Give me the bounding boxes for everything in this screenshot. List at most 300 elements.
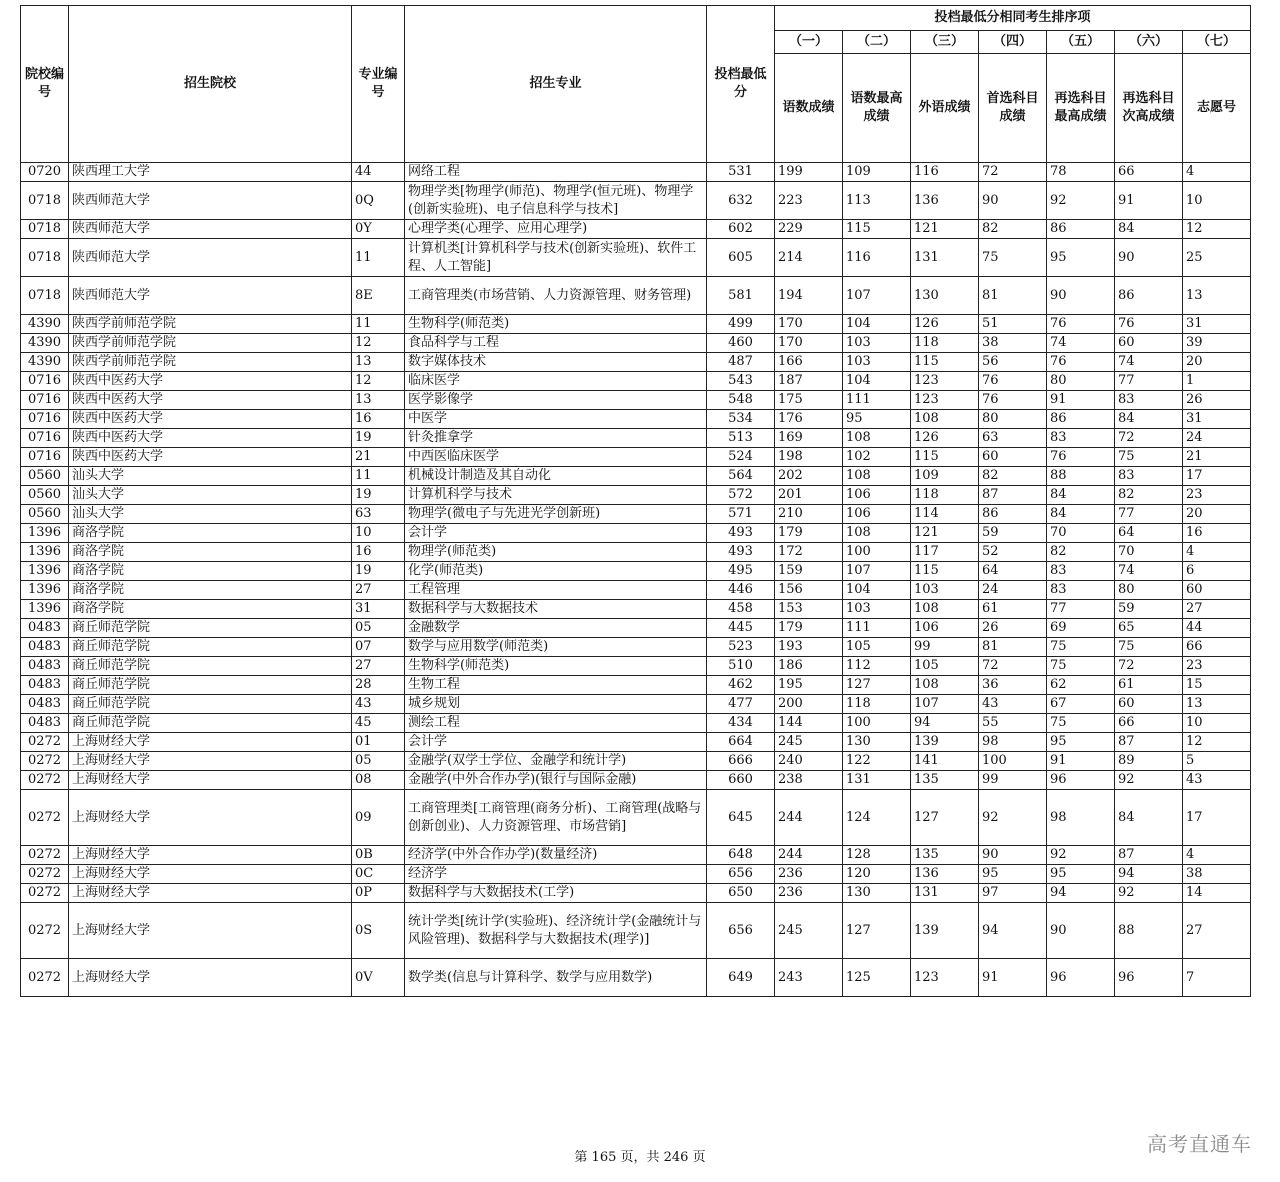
score-6: 59 xyxy=(1115,600,1183,619)
header-tie-item: 首选科目成绩 xyxy=(979,54,1047,163)
table-body xyxy=(21,163,1251,997)
score-4: 98 xyxy=(979,733,1047,752)
score-5: 95 xyxy=(1047,239,1115,277)
score-4: 24 xyxy=(979,581,1047,600)
min-score: 523 xyxy=(707,638,775,657)
score-6: 82 xyxy=(1115,486,1183,505)
min-score: 632 xyxy=(707,182,775,220)
score-4: 94 xyxy=(979,903,1047,959)
major-code: 44 xyxy=(352,163,405,182)
score-4: 81 xyxy=(979,277,1047,315)
score-2: 112 xyxy=(843,657,911,676)
header-tie-item: 再选科目最高成绩 xyxy=(1047,54,1115,163)
score-1: 172 xyxy=(775,543,843,562)
score-6: 84 xyxy=(1115,220,1183,239)
score-3: 115 xyxy=(911,448,979,467)
major-code: 05 xyxy=(352,619,405,638)
score-7: 17 xyxy=(1183,790,1251,846)
min-score: 510 xyxy=(707,657,775,676)
watermark: 高考直通车 xyxy=(1147,1132,1252,1156)
score-4: 82 xyxy=(979,220,1047,239)
score-2: 103 xyxy=(843,334,911,353)
table-row xyxy=(21,486,1251,505)
major-code: 21 xyxy=(352,448,405,467)
score-7: 43 xyxy=(1183,771,1251,790)
major-name: 中医学 xyxy=(405,410,707,429)
school-name: 陕西中医药大学 xyxy=(69,372,352,391)
min-score: 493 xyxy=(707,543,775,562)
major-name: 工商管理类(市场营销、人力资源管理、财务管理) xyxy=(405,277,707,315)
header-tie-item: 再选科目次高成绩 xyxy=(1115,54,1183,163)
score-5: 95 xyxy=(1047,733,1115,752)
score-4: 59 xyxy=(979,524,1047,543)
score-2: 107 xyxy=(843,277,911,315)
score-2: 106 xyxy=(843,505,911,524)
score-1: 193 xyxy=(775,638,843,657)
min-score: 458 xyxy=(707,600,775,619)
major-code: 05 xyxy=(352,752,405,771)
min-score: 446 xyxy=(707,581,775,600)
major-name: 工商管理类[工商管理(商务分析)、工商管理(战略与创新创业)、人力资源管理、市场营销] xyxy=(405,790,707,846)
score-6: 94 xyxy=(1115,865,1183,884)
min-score: 571 xyxy=(707,505,775,524)
school-code: 4390 xyxy=(21,315,69,334)
score-1: 170 xyxy=(775,315,843,334)
school-code: 0718 xyxy=(21,277,69,315)
score-4: 52 xyxy=(979,543,1047,562)
major-name: 机械设计制造及其自动化 xyxy=(405,467,707,486)
score-4: 72 xyxy=(979,163,1047,182)
school-name: 陕西理工大学 xyxy=(69,163,352,182)
school-name: 商丘师范学院 xyxy=(69,657,352,676)
score-2: 127 xyxy=(843,903,911,959)
score-2: 102 xyxy=(843,448,911,467)
major-name: 会计学 xyxy=(405,733,707,752)
score-7: 66 xyxy=(1183,638,1251,657)
score-3: 121 xyxy=(911,524,979,543)
score-5: 96 xyxy=(1047,959,1115,997)
score-3: 141 xyxy=(911,752,979,771)
school-code: 0560 xyxy=(21,467,69,486)
score-2: 131 xyxy=(843,771,911,790)
school-name: 陕西师范大学 xyxy=(69,182,352,220)
school-name: 陕西中医药大学 xyxy=(69,448,352,467)
score-5: 83 xyxy=(1047,581,1115,600)
major-code: 0P xyxy=(352,884,405,903)
score-4: 97 xyxy=(979,884,1047,903)
table-row xyxy=(21,315,1251,334)
min-score: 462 xyxy=(707,676,775,695)
major-name: 数据科学与大数据技术(工学) xyxy=(405,884,707,903)
major-name: 金融学(中外合作办学)(银行与国际金融) xyxy=(405,771,707,790)
score-7: 20 xyxy=(1183,353,1251,372)
school-code: 0716 xyxy=(21,410,69,429)
table-row xyxy=(21,884,1251,903)
table-row xyxy=(21,163,1251,182)
school-code: 0560 xyxy=(21,505,69,524)
school-name: 商洛学院 xyxy=(69,581,352,600)
score-7: 4 xyxy=(1183,543,1251,562)
major-code: 27 xyxy=(352,581,405,600)
school-code: 0716 xyxy=(21,429,69,448)
score-2: 111 xyxy=(843,619,911,638)
score-4: 90 xyxy=(979,846,1047,865)
score-1: 244 xyxy=(775,790,843,846)
min-score: 666 xyxy=(707,752,775,771)
table-row xyxy=(21,846,1251,865)
score-6: 66 xyxy=(1115,714,1183,733)
table-row xyxy=(21,353,1251,372)
school-code: 0483 xyxy=(21,695,69,714)
school-name: 商洛学院 xyxy=(69,562,352,581)
school-code: 0483 xyxy=(21,619,69,638)
major-name: 中西医临床医学 xyxy=(405,448,707,467)
score-1: 179 xyxy=(775,619,843,638)
score-4: 43 xyxy=(979,695,1047,714)
school-code: 1396 xyxy=(21,600,69,619)
score-2: 125 xyxy=(843,959,911,997)
score-1: 153 xyxy=(775,600,843,619)
score-5: 92 xyxy=(1047,846,1115,865)
score-5: 83 xyxy=(1047,562,1115,581)
score-1: 240 xyxy=(775,752,843,771)
score-6: 61 xyxy=(1115,676,1183,695)
major-name: 会计学 xyxy=(405,524,707,543)
score-5: 96 xyxy=(1047,771,1115,790)
min-score: 581 xyxy=(707,277,775,315)
score-4: 87 xyxy=(979,486,1047,505)
admission-score-table xyxy=(20,5,1251,997)
score-2: 108 xyxy=(843,524,911,543)
score-5: 75 xyxy=(1047,638,1115,657)
score-6: 84 xyxy=(1115,410,1183,429)
score-2: 95 xyxy=(843,410,911,429)
major-name: 物理学(师范类) xyxy=(405,543,707,562)
header-major-name: 招生专业 xyxy=(405,6,707,163)
major-code: 0Y xyxy=(352,220,405,239)
score-3: 108 xyxy=(911,600,979,619)
score-1: 156 xyxy=(775,581,843,600)
score-3: 136 xyxy=(911,182,979,220)
table-row xyxy=(21,676,1251,695)
major-name: 心理学类(心理学、应用心理学) xyxy=(405,220,707,239)
score-5: 82 xyxy=(1047,543,1115,562)
score-6: 74 xyxy=(1115,353,1183,372)
score-4: 72 xyxy=(979,657,1047,676)
major-name: 城乡规划 xyxy=(405,695,707,714)
school-name: 商丘师范学院 xyxy=(69,695,352,714)
score-4: 56 xyxy=(979,353,1047,372)
score-2: 124 xyxy=(843,790,911,846)
school-name: 商洛学院 xyxy=(69,524,352,543)
min-score: 605 xyxy=(707,239,775,277)
major-name: 医学影像学 xyxy=(405,391,707,410)
score-6: 70 xyxy=(1115,543,1183,562)
school-code: 0272 xyxy=(21,903,69,959)
school-code: 4390 xyxy=(21,353,69,372)
min-score: 602 xyxy=(707,220,775,239)
score-6: 75 xyxy=(1115,638,1183,657)
score-2: 103 xyxy=(843,353,911,372)
school-code: 1396 xyxy=(21,524,69,543)
school-name: 汕头大学 xyxy=(69,505,352,524)
school-name: 上海财经大学 xyxy=(69,903,352,959)
major-code: 28 xyxy=(352,676,405,695)
score-2: 108 xyxy=(843,429,911,448)
score-7: 38 xyxy=(1183,865,1251,884)
score-6: 88 xyxy=(1115,903,1183,959)
major-code: 0C xyxy=(352,865,405,884)
score-7: 14 xyxy=(1183,884,1251,903)
school-code: 0483 xyxy=(21,676,69,695)
score-1: 238 xyxy=(775,771,843,790)
score-6: 75 xyxy=(1115,448,1183,467)
major-code: 12 xyxy=(352,372,405,391)
score-1: 236 xyxy=(775,865,843,884)
score-2: 115 xyxy=(843,220,911,239)
score-1: 201 xyxy=(775,486,843,505)
table-row xyxy=(21,619,1251,638)
school-name: 陕西学前师范学院 xyxy=(69,315,352,334)
major-code: 0V xyxy=(352,959,405,997)
header-tie-number: （四） xyxy=(979,31,1047,54)
school-name: 商丘师范学院 xyxy=(69,714,352,733)
score-5: 69 xyxy=(1047,619,1115,638)
score-4: 55 xyxy=(979,714,1047,733)
major-name: 测绘工程 xyxy=(405,714,707,733)
score-6: 92 xyxy=(1115,884,1183,903)
table-row xyxy=(21,600,1251,619)
school-code: 0716 xyxy=(21,372,69,391)
header-tie-number: （五） xyxy=(1047,31,1115,54)
score-7: 12 xyxy=(1183,220,1251,239)
header-tie-item: 外语成绩 xyxy=(911,54,979,163)
major-code: 0Q xyxy=(352,182,405,220)
score-5: 84 xyxy=(1047,505,1115,524)
school-name: 陕西中医药大学 xyxy=(69,410,352,429)
school-code: 1396 xyxy=(21,581,69,600)
score-4: 38 xyxy=(979,334,1047,353)
major-name: 数学类(信息与计算科学、数学与应用数学) xyxy=(405,959,707,997)
score-4: 36 xyxy=(979,676,1047,695)
score-3: 135 xyxy=(911,846,979,865)
school-name: 陕西师范大学 xyxy=(69,277,352,315)
major-code: 16 xyxy=(352,410,405,429)
score-7: 13 xyxy=(1183,695,1251,714)
score-1: 166 xyxy=(775,353,843,372)
score-3: 118 xyxy=(911,334,979,353)
score-3: 139 xyxy=(911,903,979,959)
school-name: 上海财经大学 xyxy=(69,790,352,846)
score-5: 86 xyxy=(1047,410,1115,429)
score-7: 1 xyxy=(1183,372,1251,391)
score-2: 127 xyxy=(843,676,911,695)
header-tie-item: 志愿号 xyxy=(1183,54,1251,163)
score-6: 74 xyxy=(1115,562,1183,581)
major-name: 经济学 xyxy=(405,865,707,884)
major-name: 化学(师范类) xyxy=(405,562,707,581)
score-3: 139 xyxy=(911,733,979,752)
school-code: 0272 xyxy=(21,752,69,771)
score-3: 105 xyxy=(911,657,979,676)
school-name: 商丘师范学院 xyxy=(69,638,352,657)
score-5: 75 xyxy=(1047,714,1115,733)
table-row xyxy=(21,790,1251,846)
min-score: 434 xyxy=(707,714,775,733)
min-score: 564 xyxy=(707,467,775,486)
min-score: 664 xyxy=(707,733,775,752)
score-4: 60 xyxy=(979,448,1047,467)
table-row xyxy=(21,410,1251,429)
table-row xyxy=(21,543,1251,562)
score-1: 194 xyxy=(775,277,843,315)
score-4: 81 xyxy=(979,638,1047,657)
score-3: 135 xyxy=(911,771,979,790)
score-6: 87 xyxy=(1115,846,1183,865)
school-name: 上海财经大学 xyxy=(69,865,352,884)
table-row xyxy=(21,752,1251,771)
min-score: 548 xyxy=(707,391,775,410)
score-6: 84 xyxy=(1115,790,1183,846)
major-name: 临床医学 xyxy=(405,372,707,391)
major-code: 13 xyxy=(352,353,405,372)
score-5: 67 xyxy=(1047,695,1115,714)
header-min-score: 投档最低分 xyxy=(707,6,775,163)
score-7: 23 xyxy=(1183,486,1251,505)
table-row xyxy=(21,391,1251,410)
score-7: 23 xyxy=(1183,657,1251,676)
min-score: 656 xyxy=(707,903,775,959)
score-3: 131 xyxy=(911,884,979,903)
major-code: 27 xyxy=(352,657,405,676)
score-6: 83 xyxy=(1115,391,1183,410)
score-7: 39 xyxy=(1183,334,1251,353)
score-2: 103 xyxy=(843,600,911,619)
major-code: 09 xyxy=(352,790,405,846)
score-7: 21 xyxy=(1183,448,1251,467)
score-1: 243 xyxy=(775,959,843,997)
score-3: 108 xyxy=(911,676,979,695)
header-school-code: 院校编号 xyxy=(21,6,69,163)
score-7: 31 xyxy=(1183,410,1251,429)
major-code: 12 xyxy=(352,334,405,353)
score-2: 106 xyxy=(843,486,911,505)
score-6: 89 xyxy=(1115,752,1183,771)
score-2: 111 xyxy=(843,391,911,410)
major-code: 0B xyxy=(352,846,405,865)
school-name: 商洛学院 xyxy=(69,543,352,562)
score-5: 92 xyxy=(1047,182,1115,220)
header-school-name: 招生院校 xyxy=(69,6,352,163)
score-2: 118 xyxy=(843,695,911,714)
min-score: 649 xyxy=(707,959,775,997)
table-row xyxy=(21,714,1251,733)
header-major-code: 专业编号 xyxy=(352,6,405,163)
score-5: 98 xyxy=(1047,790,1115,846)
min-score: 650 xyxy=(707,884,775,903)
min-score: 495 xyxy=(707,562,775,581)
score-4: 76 xyxy=(979,372,1047,391)
score-6: 77 xyxy=(1115,372,1183,391)
major-code: 11 xyxy=(352,467,405,486)
score-7: 20 xyxy=(1183,505,1251,524)
min-score: 513 xyxy=(707,429,775,448)
score-6: 87 xyxy=(1115,733,1183,752)
score-2: 128 xyxy=(843,846,911,865)
score-5: 90 xyxy=(1047,277,1115,315)
min-score: 648 xyxy=(707,846,775,865)
score-5: 80 xyxy=(1047,372,1115,391)
table-row xyxy=(21,959,1251,997)
score-3: 107 xyxy=(911,695,979,714)
score-6: 83 xyxy=(1115,467,1183,486)
score-4: 75 xyxy=(979,239,1047,277)
table-row xyxy=(21,277,1251,315)
score-7: 60 xyxy=(1183,581,1251,600)
score-5: 75 xyxy=(1047,657,1115,676)
school-code: 0560 xyxy=(21,486,69,505)
score-5: 76 xyxy=(1047,448,1115,467)
major-code: 07 xyxy=(352,638,405,657)
score-4: 26 xyxy=(979,619,1047,638)
table-row xyxy=(21,220,1251,239)
table-row xyxy=(21,448,1251,467)
score-6: 72 xyxy=(1115,429,1183,448)
major-name: 数据科学与大数据技术 xyxy=(405,600,707,619)
school-code: 0272 xyxy=(21,865,69,884)
table-row xyxy=(21,524,1251,543)
school-name: 陕西中医药大学 xyxy=(69,429,352,448)
score-7: 24 xyxy=(1183,429,1251,448)
school-name: 汕头大学 xyxy=(69,486,352,505)
major-name: 工程管理 xyxy=(405,581,707,600)
score-5: 91 xyxy=(1047,752,1115,771)
score-5: 70 xyxy=(1047,524,1115,543)
school-code: 0718 xyxy=(21,239,69,277)
score-2: 130 xyxy=(843,884,911,903)
school-code: 0272 xyxy=(21,959,69,997)
table-row xyxy=(21,334,1251,353)
major-name: 生物科学(师范类) xyxy=(405,315,707,334)
score-5: 62 xyxy=(1047,676,1115,695)
score-4: 82 xyxy=(979,467,1047,486)
school-code: 1396 xyxy=(21,562,69,581)
score-7: 5 xyxy=(1183,752,1251,771)
score-6: 65 xyxy=(1115,619,1183,638)
score-5: 94 xyxy=(1047,884,1115,903)
header-tie-break-title: 投档最低分相同考生排序项 xyxy=(775,6,1251,31)
school-name: 陕西学前师范学院 xyxy=(69,334,352,353)
score-2: 104 xyxy=(843,581,911,600)
score-7: 44 xyxy=(1183,619,1251,638)
score-1: 200 xyxy=(775,695,843,714)
score-7: 27 xyxy=(1183,600,1251,619)
school-name: 上海财经大学 xyxy=(69,752,352,771)
score-7: 4 xyxy=(1183,163,1251,182)
major-code: 45 xyxy=(352,714,405,733)
school-name: 陕西师范大学 xyxy=(69,239,352,277)
score-7: 10 xyxy=(1183,714,1251,733)
table-row xyxy=(21,505,1251,524)
score-1: 210 xyxy=(775,505,843,524)
school-name: 汕头大学 xyxy=(69,467,352,486)
score-1: 144 xyxy=(775,714,843,733)
score-4: 76 xyxy=(979,391,1047,410)
min-score: 543 xyxy=(707,372,775,391)
header-tie-item: 语数最高成绩 xyxy=(843,54,911,163)
score-2: 120 xyxy=(843,865,911,884)
school-code: 0718 xyxy=(21,220,69,239)
